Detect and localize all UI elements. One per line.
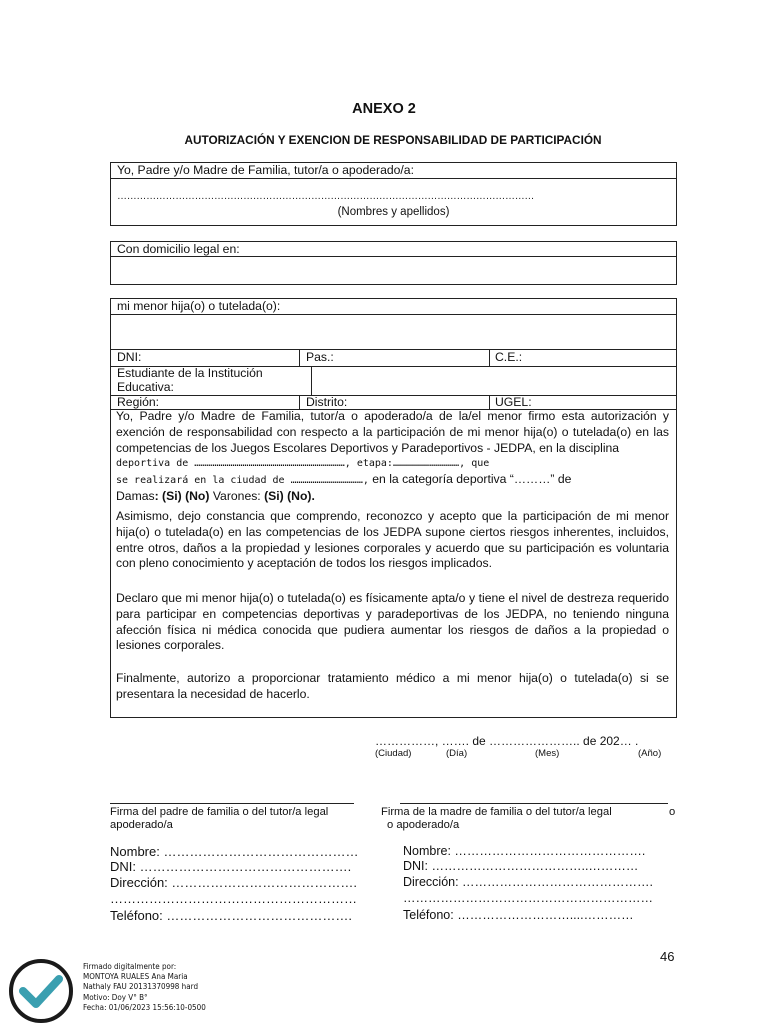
father-signature-line[interactable] (110, 803, 354, 804)
month-caption: (Mes) (535, 748, 560, 759)
address-field[interactable] (111, 257, 676, 284)
paragraph-1-line5: se realizará en la ciudad de ………………………………, en la categoría deportiva “………” de (116, 472, 572, 487)
date-line[interactable]: ……………, ……. de ………………….. de 202… . (375, 734, 639, 748)
passport-cell[interactable]: Pas.: (306, 350, 334, 364)
paragraph-3: Declaro que mi menor hija(o) o tutelada(o) es físicamente apta/o y tiene el nivel de destreza requerido para participar en competencias deportivas y paradeportivas de los JEDPA, no teniendo ninguna afección física ni médica conocida que pudiera aumentar los riesgos de daños a la propiedad o lesiones corporales. (116, 591, 669, 653)
paragraph-1: Yo, Padre y/o Madre de Familia, tutor/a o apoderado/a de la/el menor firmo esta autorización y exención de responsabilidad con respecto a la participación de mi menor hija(o) o tutelada(o) en las competencias de los Juegos Escolares Deportivos y Paradeportivos - JEDPA, en la disciplina (116, 409, 669, 455)
parent-name-box (110, 162, 677, 226)
mother-signature-label: Firma de la madre de familia o del tutor/a legal o apoderado/a (381, 806, 612, 831)
child-name-field[interactable] (111, 315, 676, 349)
father-address-dots[interactable]: ………………………………………………… (110, 891, 357, 906)
mother-signature-o: o (669, 806, 676, 818)
father-name-field[interactable]: Nombre: ……………………………………… (110, 844, 359, 859)
parent-name-dots[interactable]: ………………………………………………………………………………………………………………… (117, 191, 535, 202)
ugel-cell[interactable]: UGEL: (495, 395, 532, 409)
region-cell[interactable]: Región: (117, 395, 160, 409)
day-caption: (Día) (446, 748, 468, 759)
document-title: AUTORIZACIÓN Y EXENCION DE RESPONSABILIDAD DE PARTICIPACIÓN (184, 133, 602, 147)
father-dni-field[interactable]: DNI: …………………………………………. (110, 859, 352, 874)
annex-title: ANEXO 2 (352, 101, 416, 117)
parent-label: Yo, Padre y/o Madre de Familia, tutor/a o apoderado/a: (117, 163, 414, 177)
year-caption: (Año) (638, 748, 662, 759)
mother-signature-line[interactable] (400, 803, 668, 804)
page-number: 46 (660, 949, 675, 964)
mother-dni-field[interactable]: DNI: ………………………………..………… (403, 859, 639, 873)
father-phone-field[interactable]: Teléfono: ……………………………………. (110, 908, 352, 923)
dni-cell[interactable]: DNI: (117, 350, 142, 364)
digital-signature-text: Firmado digitalmente por: MONTOYA RUALES Ana Maria Nathaly FAU 20131370998 hard Motivo: Doy V° B° Fecha: 01/06/2023 15:56:10-0500 (83, 962, 206, 1012)
ce-cell[interactable]: C.E.: (495, 350, 523, 364)
city-caption: (Ciudad) (375, 748, 412, 759)
district-cell[interactable]: Distrito: (306, 395, 348, 409)
father-address-field[interactable]: Dirección: ……………………………………. (110, 875, 358, 890)
mother-name-field[interactable]: Nombre: ………………………………………. (403, 844, 646, 858)
father-signature-label: Firma del padre de familia o del tutor/a legal apoderado/a (110, 806, 329, 831)
paragraph-1-line6: Damas: (Si) (No) Varones: (Si) (No). (116, 488, 315, 503)
institution-field[interactable] (312, 367, 676, 395)
parent-name-caption: (Nombres y apellidos) (337, 206, 450, 218)
paragraph-1-line4: deportiva de …………………………………………………………………, etapa:……………………………, que (116, 458, 490, 470)
institution-label: Estudiante de la Institución Educativa: (117, 366, 263, 394)
child-label: mi menor hija(o) o tutelada(o): (117, 299, 281, 313)
mother-address-dots[interactable]: …………………………………………………… (403, 891, 653, 905)
address-box (110, 241, 677, 285)
check-circle-icon (5, 955, 77, 1027)
address-label: Con domicilio legal en: (117, 242, 240, 256)
authorization-paragraph (116, 409, 669, 505)
mother-phone-field[interactable]: Teléfono: ………………………....………… (403, 908, 634, 922)
mother-address-field[interactable]: Dirección: ………………………………………. (403, 875, 654, 889)
paragraph-4: Finalmente, autorizo a proporcionar tratamiento médico a mi menor hija(o) o tutelada(o) si se presentara la necesidad de hacerlo. (116, 671, 669, 701)
child-info-box (110, 298, 677, 718)
paragraph-2: Asimismo, dejo constancia que comprendo, reconozco y acepto que la participación de mi menor hija(o) o tutelada(o) en las competencias de los JEDPA supone ciertos riesgos inherentes, incluidos, entre otros, daños a la propiedad y lesiones corporales y acuerdo que su participación es voluntaria con pleno conocimiento y aceptación de todos los riesgos implicados. (116, 509, 669, 571)
